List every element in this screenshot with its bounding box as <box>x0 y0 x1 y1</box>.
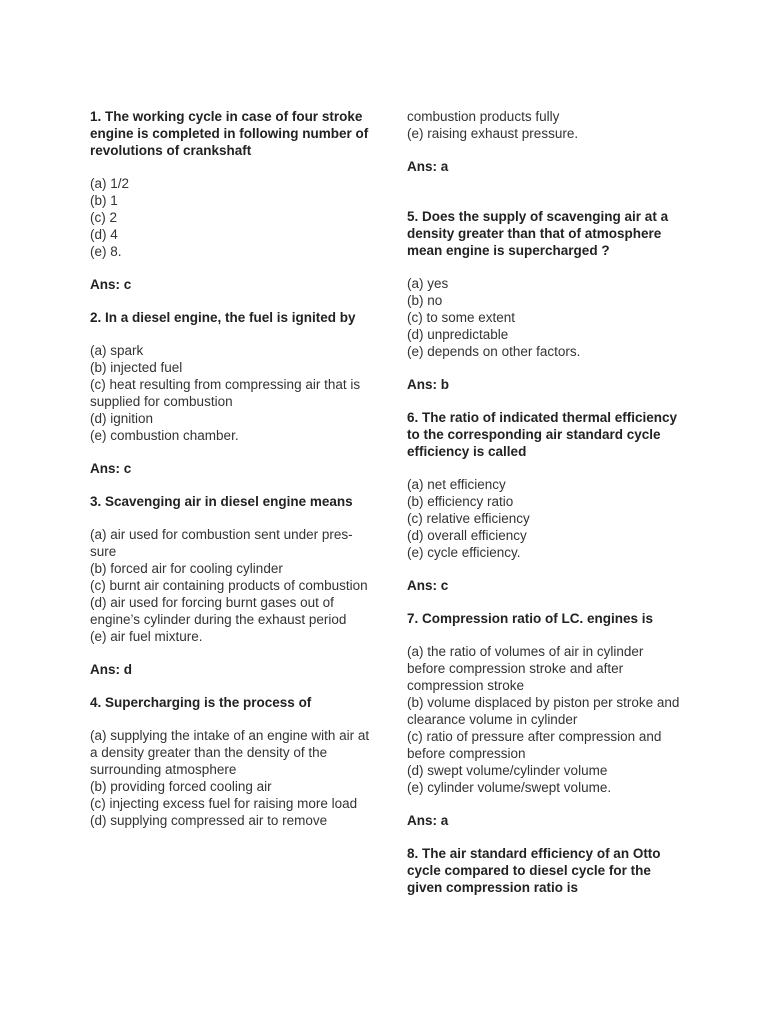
option: (b) 1 <box>90 193 118 208</box>
answer-7: Ans: a <box>407 813 449 828</box>
option: (d) unpredictable <box>407 327 509 342</box>
option: (d) supplying compressed air to remove <box>90 813 328 828</box>
option: (c) burnt air containing products of combustion <box>90 578 368 593</box>
option: (b) forced air for cooling cylinder <box>90 561 283 576</box>
question-4-options-continued <box>407 108 682 142</box>
option: (b) injected fuel <box>90 360 183 375</box>
option: (a) air used for combustion sent under pres-sure <box>90 527 353 559</box>
option: (a) supplying the intake of an engine with air at a density greater than the density of the surrounding atmosphere <box>90 728 370 777</box>
question-5: 5. Does the supply of scavenging air at a density greater than that of atmosphere mean engine is supercharged ? <box>407 209 669 258</box>
question-7: 7. Compression ratio of LC. engines is <box>407 611 654 626</box>
option: (b) efficiency ratio <box>407 494 514 509</box>
question-8: 8. The air standard efficiency of an Otto cycle compared to diesel cycle for the given compression ratio is <box>407 846 661 895</box>
answer-6: Ans: c <box>407 578 449 593</box>
option: (e) cylinder volume/swept volume. <box>407 780 612 795</box>
option: (a) 1/2 <box>90 176 130 191</box>
option: (d) ignition <box>90 411 154 426</box>
option: (e) raising exhaust pressure. <box>407 126 579 141</box>
question-6: 6. The ratio of indicated thermal efficiency to the corresponding air standard cycle efficiency is called <box>407 410 678 459</box>
left-column <box>90 108 370 829</box>
option: (b) providing forced cooling air <box>90 779 272 794</box>
option: (b) volume displaced by piston per stroke and clearance volume in cylinder <box>407 695 680 727</box>
option: (a) yes <box>407 276 449 291</box>
option: (c) 2 <box>90 210 117 225</box>
question-2: 2. In a diesel engine, the fuel is ignited by <box>90 310 356 325</box>
question-1: 1. The working cycle in case of four stroke engine is completed in following number of revolutions of crankshaft <box>90 109 369 158</box>
option: (b) no <box>407 293 443 308</box>
question-3: 3. Scavenging air in diesel engine means <box>90 494 353 509</box>
question-5-options <box>407 275 682 360</box>
option: (a) net efficiency <box>407 477 506 492</box>
option: combustion products fully <box>407 109 560 124</box>
option: (c) injecting excess fuel for raising more load <box>90 796 358 811</box>
option: (c) relative efficiency <box>407 511 530 526</box>
question-4-options <box>90 727 370 829</box>
option: (c) to some extent <box>407 310 516 325</box>
right-column <box>407 108 682 896</box>
answer-2: Ans: c <box>90 461 132 476</box>
question-2-options <box>90 342 370 444</box>
option: (e) 8. <box>90 244 122 259</box>
option: (e) depends on other factors. <box>407 344 581 359</box>
question-1-options <box>90 175 370 260</box>
option: (a) the ratio of volumes of air in cylinder before compression stroke and after compression stroke <box>407 644 644 693</box>
option: (c) ratio of pressure after compression and before compression <box>407 729 662 761</box>
option: (c) heat resulting from compressing air that is supplied for combustion <box>90 377 361 409</box>
answer-3: Ans: d <box>90 662 132 677</box>
option: (a) spark <box>90 343 144 358</box>
question-4: 4. Supercharging is the process of <box>90 695 312 710</box>
answer-1: Ans: c <box>90 277 132 292</box>
option: (e) air fuel mixture. <box>90 629 203 644</box>
option: (d) 4 <box>90 227 118 242</box>
answer-4: Ans: a <box>407 159 449 174</box>
option: (d) swept volume/cylinder volume <box>407 763 608 778</box>
answer-5: Ans: b <box>407 377 449 392</box>
option: (d) overall efficiency <box>407 528 527 543</box>
question-6-options <box>407 476 682 561</box>
option: (e) combustion chamber. <box>90 428 239 443</box>
option: (d) air used for forcing burnt gases out of engine’s cylinder during the exhaust period <box>90 595 347 627</box>
question-3-options <box>90 526 370 645</box>
option: (e) cycle efficiency. <box>407 545 521 560</box>
question-7-options <box>407 643 682 796</box>
